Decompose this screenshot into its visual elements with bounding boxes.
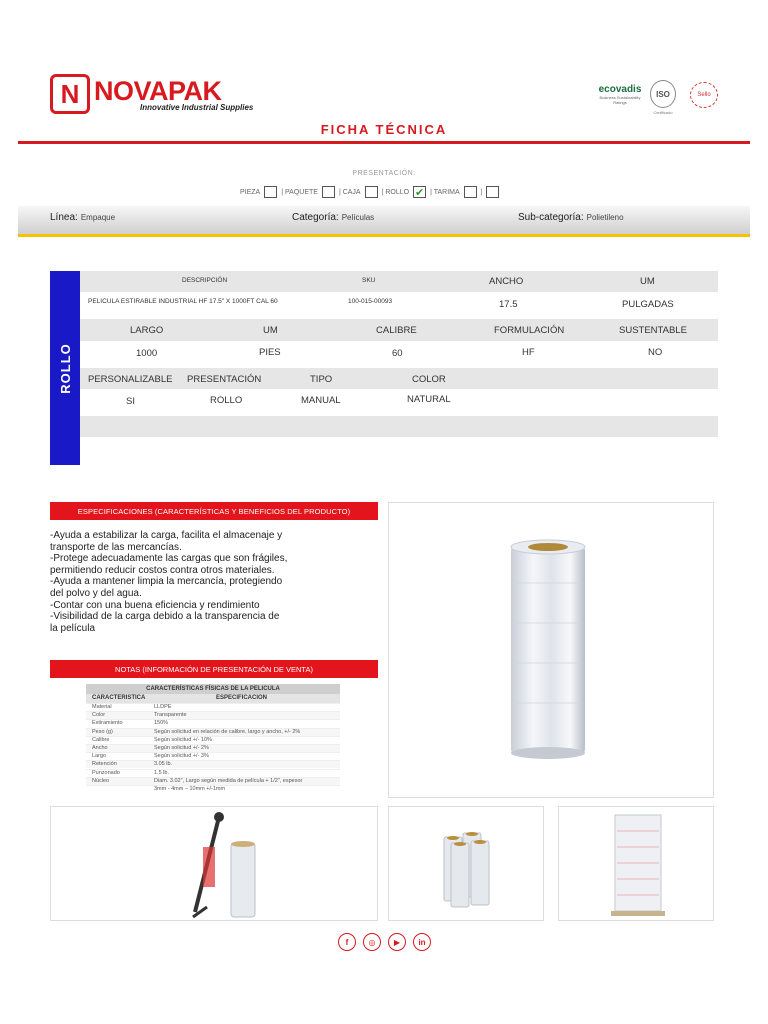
- company-name: NOVAPAK: [94, 75, 222, 106]
- specification-cell: Según solicitud en relación de calibre, largo y ancho, +/- 2%: [154, 728, 301, 735]
- characteristic-cell: Ancho: [92, 745, 108, 751]
- value-ancho: 17.5: [499, 299, 518, 310]
- presentation-checkbox[interactable]: [413, 186, 426, 198]
- presentation-checkbox[interactable]: [322, 186, 335, 198]
- value-personalizable: SI: [126, 396, 135, 407]
- physical-table-col-specification: ESPECIFICACION: [216, 695, 268, 701]
- table-row: [86, 769, 340, 777]
- instagram-icon[interactable]: ◎: [363, 933, 381, 951]
- presentation-checkbox[interactable]: [365, 186, 378, 198]
- header-ancho: ANCHO: [489, 276, 524, 287]
- product-image-dispenser: [50, 806, 378, 921]
- value-um: PIES: [259, 347, 281, 358]
- presentation-option[interactable]: [382, 186, 427, 198]
- specification-cell: Diam. 3.02", Largo según medida de película + 1/2", espesor: [154, 777, 303, 784]
- characteristic-cell: Núcleo: [92, 777, 110, 784]
- presentation-checkbox[interactable]: [486, 186, 499, 198]
- product-image-rolls-group: [388, 806, 544, 921]
- presentation-option[interactable]: [339, 186, 378, 198]
- subcategoria-field: Sub-categoría: Polietileno: [518, 212, 624, 223]
- title-divider: [18, 141, 750, 144]
- wrapped-pallet-image: [559, 807, 715, 922]
- presentation-option-label: | ROLLO: [381, 188, 410, 196]
- specification-cell: Según solicitud +/- 10%: [154, 736, 212, 743]
- table-row: [86, 785, 340, 793]
- header-calibre: CALIBRE: [376, 325, 417, 336]
- specification-line: la película: [50, 622, 96, 634]
- characteristic-cell: Color: [92, 712, 106, 719]
- presentation-option[interactable]: [240, 186, 277, 198]
- header-tipo: TIPO: [310, 374, 333, 385]
- novapak-logo: [50, 72, 262, 116]
- table-row: [86, 752, 340, 760]
- specification-cell: Según solicitud +/- 3%: [154, 753, 209, 760]
- characteristic-cell: Largo: [92, 753, 107, 760]
- specification-cell: 3mm - 4mm – 10mm +/-1mm: [154, 786, 226, 792]
- classification-bar: [18, 206, 750, 234]
- linea-field: Línea: Empaque: [50, 212, 116, 223]
- header-formulacion: FORMULACIÓN: [494, 325, 565, 336]
- specification-cell: Según solicitud +/- 2%: [154, 745, 209, 751]
- value-largo: 1000: [136, 348, 158, 359]
- specifications-heading: ESPECIFICACIONES (CARACTERÍSTICAS Y BENEFICIOS DEL PRODUCTO): [50, 502, 378, 520]
- characteristic-cell: Material: [92, 704, 112, 710]
- header-descripcion: DESCRIPCIÓN: [182, 277, 228, 284]
- specification-cell: 150%: [154, 720, 169, 727]
- certification-seal-icon: Sello: [690, 82, 718, 108]
- table-header-band: [80, 271, 718, 292]
- physical-table-col-characteristic: CARACTERISTICA: [92, 695, 146, 701]
- presentation-option-label: PIEZA: [240, 188, 261, 196]
- product-image-main: [388, 502, 714, 798]
- table-header-band: [80, 368, 718, 389]
- film-rolls-group-image: [389, 807, 545, 922]
- value-um: PULGADAS: [622, 299, 674, 310]
- specification-cell: 3.05 lb.: [154, 761, 173, 768]
- table-row: [86, 760, 340, 768]
- specification-line: transporte de las mercancías.: [50, 541, 182, 553]
- specification-cell: 1.5 lb.: [154, 769, 169, 776]
- presentation-checkbox[interactable]: [464, 186, 477, 198]
- value-sku: 100-015-00093: [348, 298, 393, 305]
- check-icon: ✔: [414, 186, 425, 199]
- notes-heading: NOTAS (INFORMACIÓN DE PRESENTACIÓN DE VENTA): [50, 660, 378, 678]
- presentation-option-label: | CAJA: [338, 188, 361, 196]
- value-presentacion: ROLLO: [210, 395, 243, 406]
- specification-line: -Ayuda a mantener limpia la mercancía, protegiendo: [50, 576, 283, 588]
- novapak-logo-icon: N: [50, 74, 90, 114]
- presentation-options: [240, 185, 503, 199]
- presentation-option[interactable]: [481, 186, 500, 198]
- presentation-option-label: |: [480, 188, 483, 196]
- physical-table-title: CARACTERÍSTICAS FÍSICAS DE LA PELICULA: [86, 684, 340, 694]
- rollo-side-label: ROLLO: [57, 342, 73, 394]
- value-tipo: MANUAL: [301, 395, 341, 406]
- characteristic-cell: Estiramiento: [92, 720, 123, 727]
- manual-dispenser-image: [51, 807, 379, 922]
- specification-cell: Transparente: [154, 712, 187, 719]
- header-um: UM: [263, 325, 278, 336]
- iso-badge-icon: ISO: [650, 80, 676, 108]
- product-image-pallet: [558, 806, 714, 921]
- value-color: NATURAL: [407, 394, 451, 405]
- header-sustentable: SUSTENTABLE: [619, 325, 687, 336]
- physical-table-header: [86, 694, 340, 703]
- table-row: [86, 728, 340, 736]
- specification-cell: LLDPE: [154, 704, 172, 710]
- company-tagline: Innovative Industrial Supplies: [140, 102, 254, 112]
- header-color: COLOR: [412, 374, 446, 385]
- table-row: [86, 719, 340, 727]
- facebook-icon[interactable]: f: [338, 933, 356, 951]
- value-formulacion: HF: [522, 347, 535, 358]
- table-row: [86, 777, 340, 785]
- header-um: UM: [640, 276, 655, 287]
- specification-line: -Protege adecuadamente las cargas que son frágiles,: [50, 553, 288, 565]
- page-title: FICHA TÉCNICA: [320, 122, 448, 137]
- specification-line: -Contar con una buena eficiencia y rendimiento: [50, 599, 260, 611]
- table-row: [86, 744, 340, 752]
- youtube-icon[interactable]: ▶: [388, 933, 406, 951]
- categoria-field: Categoría: Películas: [292, 212, 375, 223]
- value-calibre: 60: [392, 348, 403, 359]
- specification-line: del polvo y del agua.: [50, 587, 142, 599]
- presentation-checkbox[interactable]: [264, 186, 277, 198]
- header-personalizable: PERSONALIZABLE: [88, 374, 173, 385]
- specification-line: -Ayuda a estabilizar la carga, facilita el almacenaje y: [50, 530, 283, 541]
- characteristic-cell: Retención: [92, 761, 117, 768]
- header-presentacion: PRESENTACIÓN: [187, 374, 262, 385]
- presentation-option-label: | PAQUETE: [281, 188, 318, 196]
- specification-line: permitiendo reducir costos contra otros materiales.: [50, 564, 275, 576]
- table-row: [86, 736, 340, 744]
- characteristic-cell: Peso (g): [92, 728, 113, 735]
- characteristic-cell: Punzonado: [92, 769, 120, 776]
- value-descripcion: PELICULA ESTIRABLE INDUSTRIAL HF 17.5" X 1000FT CAL 60: [88, 298, 278, 305]
- linkedin-icon[interactable]: in: [413, 933, 431, 951]
- specifications-list: [50, 530, 330, 634]
- presentation-option-label: | TARIMA: [430, 188, 460, 196]
- stretch-film-roll-image: [389, 503, 715, 799]
- table-row: [86, 711, 340, 719]
- presentation-option[interactable]: [281, 186, 335, 198]
- header-sku: SKU: [362, 277, 376, 284]
- presentation-label: PRESENTACIÓN:: [352, 170, 416, 177]
- presentation-option[interactable]: [430, 186, 477, 198]
- ecovadis-badge: ecovadis Business Sustainability Ratings: [598, 84, 642, 105]
- table-row: [86, 703, 340, 711]
- specification-line: -Visibilidad de la carga debido a la transparencia de: [50, 611, 280, 623]
- header-largo: LARGO: [130, 325, 164, 336]
- table-empty-band: [80, 416, 718, 437]
- value-sustentable: NO: [648, 347, 663, 358]
- characteristic-cell: Calibre: [92, 736, 110, 743]
- classification-bar-underline: [18, 234, 750, 237]
- iso-badge-caption: Certificado: [653, 110, 673, 115]
